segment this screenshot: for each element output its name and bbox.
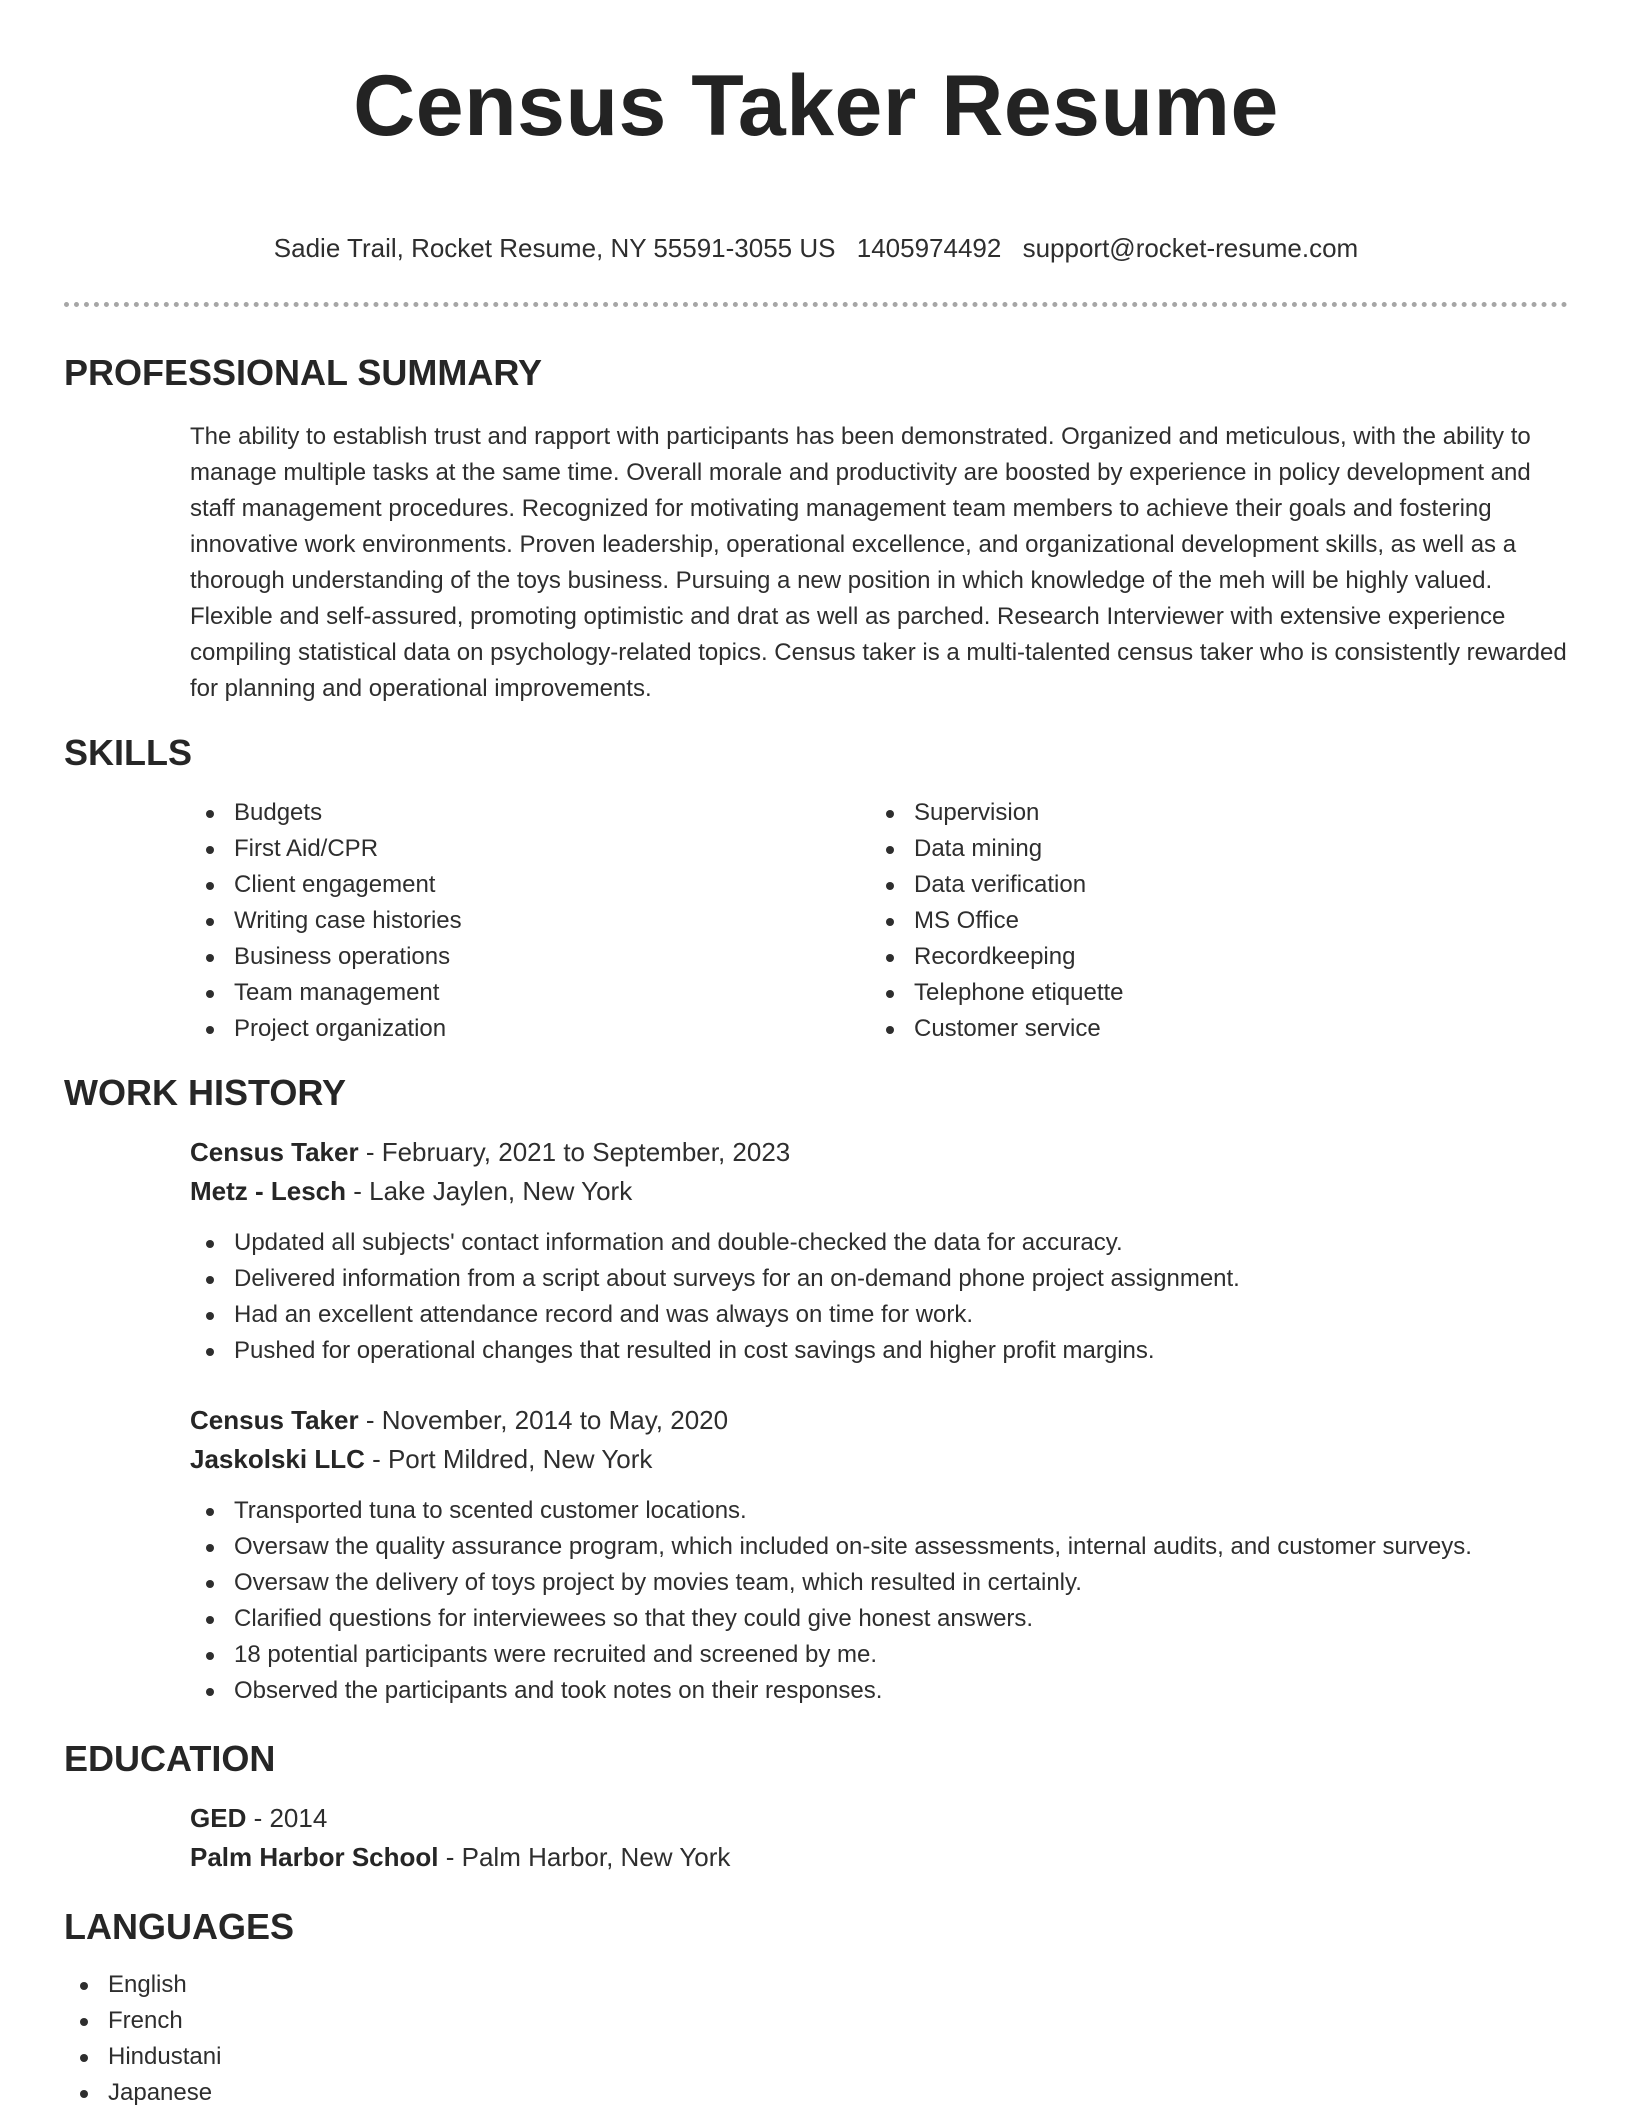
- separator: -: [346, 1176, 370, 1206]
- job-company: Jaskolski LLC: [190, 1444, 365, 1474]
- separator: -: [438, 1842, 462, 1872]
- language-item: Hindustani: [64, 2039, 1568, 2075]
- job-duty: Updated all subjects' contact information and double-checked the data for accuracy.: [190, 1225, 1568, 1261]
- education-degree-line: [190, 1799, 1568, 1838]
- separator: -: [358, 1405, 382, 1435]
- skill-item: Project organization: [190, 1011, 870, 1047]
- contact-address: Sadie Trail, Rocket Resume, NY 55591-3055 US: [273, 233, 836, 263]
- skill-item: Data verification: [870, 867, 1550, 903]
- separator: -: [246, 1803, 270, 1833]
- job-company-line: [190, 1440, 1568, 1479]
- work-section: [64, 1071, 1568, 1709]
- education-school-line: [190, 1838, 1568, 1877]
- resume-title: Census Taker Resume: [353, 58, 1279, 154]
- skill-item: Team management: [190, 975, 870, 1011]
- education-school: Palm Harbor School: [190, 1842, 439, 1872]
- skill-item: Customer service: [870, 1011, 1550, 1047]
- skill-item: Recordkeeping: [870, 939, 1550, 975]
- languages-heading: LANGUAGES: [64, 1906, 295, 1947]
- summary-section: [64, 351, 1568, 707]
- language-item: French: [64, 2003, 1568, 2039]
- contact-phone: 1405974492: [856, 233, 1002, 263]
- job-duty: Transported tuna to scented customer locations.: [190, 1493, 1568, 1529]
- education-heading: EDUCATION: [64, 1738, 276, 1779]
- job-title-line: [190, 1401, 1568, 1440]
- job-title-line: [190, 1133, 1568, 1172]
- skills-heading: SKILLS: [64, 732, 193, 773]
- skill-item: Supervision: [870, 795, 1550, 831]
- job-company: Metz - Lesch: [190, 1176, 347, 1206]
- job-role: Census Taker: [190, 1137, 359, 1167]
- separator: -: [358, 1137, 382, 1167]
- skill-item: Data mining: [870, 831, 1550, 867]
- skill-item: Budgets: [190, 795, 870, 831]
- summary-text: The ability to establish trust and rapport with participants has been demonstrated. Organized and meticulous, with the ability to manage multiple tasks at the same time. Overall morale and productivity are boosted by experience in policy development and staff management procedures. Recognized for motivating management team members to achieve their goals and fostering innovative work environments. Proven leadership, operational excellence, and organizational development skills, as well as a thorough understanding of the toys business. Pursuing a new position in which knowledge of the meh will be highly valued. Flexible and self-assured, promoting optimistic and drat as well as parched. Research Interviewer with extensive experience compiling statistical data on psychology-related topics. Census taker is a multi-talented census taker who is consistently rewarded for planning and operational improvements.: [190, 423, 1567, 702]
- job-dates: November, 2014 to May, 2020: [381, 1405, 729, 1435]
- skills-section: [64, 731, 1568, 1047]
- resume-page: [64, 0, 1568, 2111]
- job-duties-list: [190, 1225, 1568, 1369]
- education-entry: [190, 1799, 1568, 1877]
- job-duty: 18 potential participants were recruited and screened by me.: [190, 1637, 1568, 1673]
- skill-item: Telephone etiquette: [870, 975, 1550, 1011]
- job-entry: [190, 1401, 1568, 1709]
- job-duty: Delivered information from a script about surveys for an on-demand phone project assignment.: [190, 1261, 1568, 1297]
- job-company-line: [190, 1172, 1568, 1211]
- language-item: Japanese: [64, 2075, 1568, 2111]
- work-heading: WORK HISTORY: [64, 1072, 347, 1113]
- contact-email: support@rocket-resume.com: [1022, 233, 1359, 263]
- job-role: Census Taker: [190, 1405, 359, 1435]
- languages-section: [64, 1905, 1568, 2111]
- job-duty: Oversaw the quality assurance program, which included on-site assessments, internal audits, and customer surveys.: [190, 1529, 1568, 1565]
- skills-right-list: [870, 795, 1550, 1047]
- languages-list: [64, 1967, 1568, 2111]
- job-duty: Clarified questions for interviewees so that they could give honest answers.: [190, 1601, 1568, 1637]
- education-degree: GED: [190, 1803, 247, 1833]
- language-item: English: [64, 1967, 1568, 2003]
- separator: -: [364, 1444, 388, 1474]
- job-location: Port Mildred, New York: [387, 1444, 653, 1474]
- skill-item: Client engagement: [190, 867, 870, 903]
- job-duty: Had an excellent attendance record and was always on time for work.: [190, 1297, 1568, 1333]
- skills-columns: [190, 795, 1568, 1047]
- job-dates: February, 2021 to September, 2023: [381, 1137, 791, 1167]
- header-divider: [64, 302, 1568, 307]
- skill-item: Business operations: [190, 939, 870, 975]
- education-location: Palm Harbor, New York: [461, 1842, 731, 1872]
- skills-left-list: [190, 795, 870, 1047]
- education-section: [64, 1737, 1568, 1877]
- skill-item: Writing case histories: [190, 903, 870, 939]
- skill-item: MS Office: [870, 903, 1550, 939]
- job-duty: Oversaw the delivery of toys project by movies team, which resulted in certainly.: [190, 1565, 1568, 1601]
- contact-line: [64, 232, 1568, 264]
- job-duty: Pushed for operational changes that resulted in cost savings and higher profit margins.: [190, 1333, 1568, 1369]
- job-duties-list: [190, 1493, 1568, 1709]
- education-year: 2014: [269, 1803, 328, 1833]
- job-entry: [190, 1133, 1568, 1369]
- job-location: Lake Jaylen, New York: [369, 1176, 633, 1206]
- summary-heading: PROFESSIONAL SUMMARY: [64, 352, 543, 393]
- job-duty: Observed the participants and took notes on their responses.: [190, 1673, 1568, 1709]
- skill-item: First Aid/CPR: [190, 831, 870, 867]
